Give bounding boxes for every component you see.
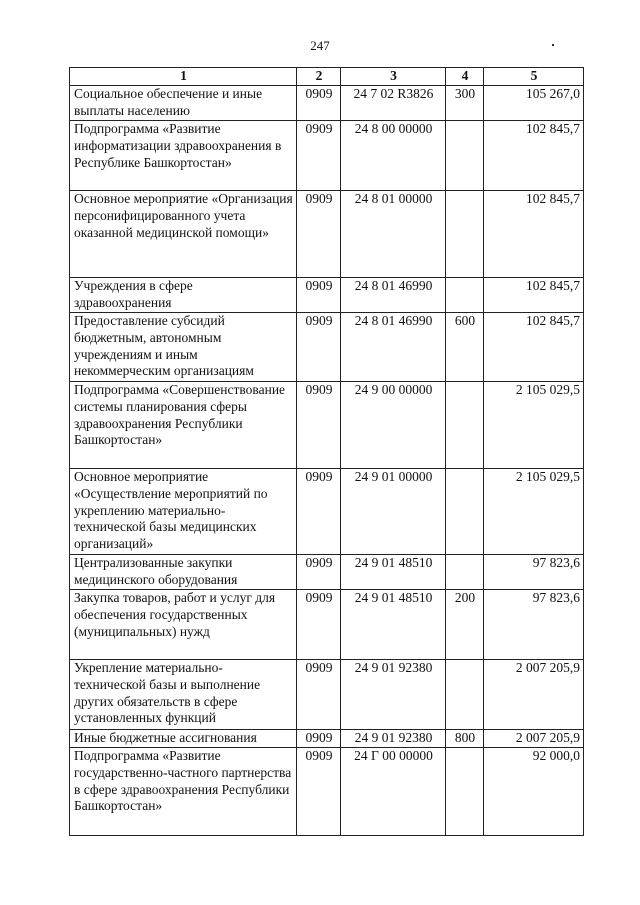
cell-code: 0909 (297, 278, 341, 313)
cell-type (446, 555, 484, 590)
cell-name: Укрепление материально-технической базы и выполнение других обязательств в сфере установленных функций (70, 660, 297, 730)
table-row (70, 278, 584, 313)
cell-article: 24 9 01 48510 (341, 590, 446, 660)
cell-article: 24 9 01 92380 (341, 660, 446, 730)
cell-name: Подпрограмма «Развитие государственно-частного партнерства в сфере здравоохранения Республики Башкортостан» (70, 748, 297, 836)
cell-code: 0909 (297, 748, 341, 836)
table-row (70, 313, 584, 382)
cell-amount: 102 845,7 (484, 121, 584, 191)
cell-amount: 102 845,7 (484, 278, 584, 313)
cell-code: 0909 (297, 313, 341, 382)
cell-name: Централизованные закупки медицинского оборудования (70, 555, 297, 590)
header-row (70, 68, 584, 86)
cell-type: 600 (446, 313, 484, 382)
cell-code: 0909 (297, 730, 341, 748)
cell-article: 24 7 02 R3826 (341, 86, 446, 121)
cell-code: 0909 (297, 555, 341, 590)
cell-code: 0909 (297, 121, 341, 191)
header-cell-code: 2 (297, 68, 341, 86)
cell-amount: 102 845,7 (484, 313, 584, 382)
table-row (70, 555, 584, 590)
cell-article: 24 9 01 48510 (341, 555, 446, 590)
cell-article: 24 8 01 46990 (341, 278, 446, 313)
cell-amount: 92 000,0 (484, 748, 584, 836)
cell-amount: 102 845,7 (484, 191, 584, 278)
cell-code: 0909 (297, 382, 341, 469)
cell-type (446, 191, 484, 278)
cell-code: 0909 (297, 660, 341, 730)
cell-type (446, 660, 484, 730)
header-cell-name: 1 (70, 68, 297, 86)
table-row (70, 590, 584, 660)
cell-article: 24 Г 00 00000 (341, 748, 446, 836)
table-body (70, 86, 584, 836)
table-row (70, 748, 584, 836)
table-row (70, 191, 584, 278)
cell-amount: 97 823,6 (484, 590, 584, 660)
table-row (70, 121, 584, 191)
cell-name: Подпрограмма «Развитие информатизации здравоохранения в Республике Башкортостан» (70, 121, 297, 191)
cell-name: Основное мероприятие «Организация персонифицированного учета оказанной медицинской помощи» (70, 191, 297, 278)
cell-name: Подпрограмма «Совершенствование системы планирования сферы здравоохранения Республики Башкортостан» (70, 382, 297, 469)
cell-type: 300 (446, 86, 484, 121)
cell-name: Основное мероприятие «Осуществление мероприятий по укреплению материально-технической базы медицинских организаций» (70, 469, 297, 555)
header-cell-amount: 5 (484, 68, 584, 86)
cell-amount: 2 105 029,5 (484, 382, 584, 469)
cell-name: Социальное обеспечение и иные выплаты населению (70, 86, 297, 121)
cell-article: 24 9 01 00000 (341, 469, 446, 555)
cell-amount: 2 105 029,5 (484, 469, 584, 555)
cell-name: Предоставление субсидий бюджетным, автономным учреждениям и иным некоммерческим организациям (70, 313, 297, 382)
cell-name: Закупка товаров, работ и услуг для обеспечения государственных (муниципальных) нужд (70, 590, 297, 660)
cell-type (446, 121, 484, 191)
cell-article: 24 9 01 92380 (341, 730, 446, 748)
cell-type: 800 (446, 730, 484, 748)
page-number: 247 (310, 38, 330, 53)
table-row (70, 86, 584, 121)
cell-amount: 97 823,6 (484, 555, 584, 590)
cell-type (446, 469, 484, 555)
cell-type: 200 (446, 590, 484, 660)
header-cell-article: 3 (341, 68, 446, 86)
table-row (70, 730, 584, 748)
cell-amount: 2 007 205,9 (484, 730, 584, 748)
cell-amount: 2 007 205,9 (484, 660, 584, 730)
cell-article: 24 8 01 00000 (341, 191, 446, 278)
cell-article: 24 8 01 46990 (341, 313, 446, 382)
cell-type (446, 748, 484, 836)
header-cell-type: 4 (446, 68, 484, 86)
cell-type (446, 382, 484, 469)
cell-type (446, 278, 484, 313)
cell-name: Учреждения в сфере здравоохранения (70, 278, 297, 313)
cell-article: 24 9 00 00000 (341, 382, 446, 469)
cell-code: 0909 (297, 590, 341, 660)
cell-name: Иные бюджетные ассигнования (70, 730, 297, 748)
table-row (70, 469, 584, 555)
table-row (70, 660, 584, 730)
cell-article: 24 8 00 00000 (341, 121, 446, 191)
cell-code: 0909 (297, 86, 341, 121)
cell-code: 0909 (297, 191, 341, 278)
budget-table (69, 67, 584, 836)
cell-amount: 105 267,0 (484, 86, 584, 121)
stray-mark (552, 44, 554, 46)
cell-code: 0909 (297, 469, 341, 555)
table-row (70, 382, 584, 469)
